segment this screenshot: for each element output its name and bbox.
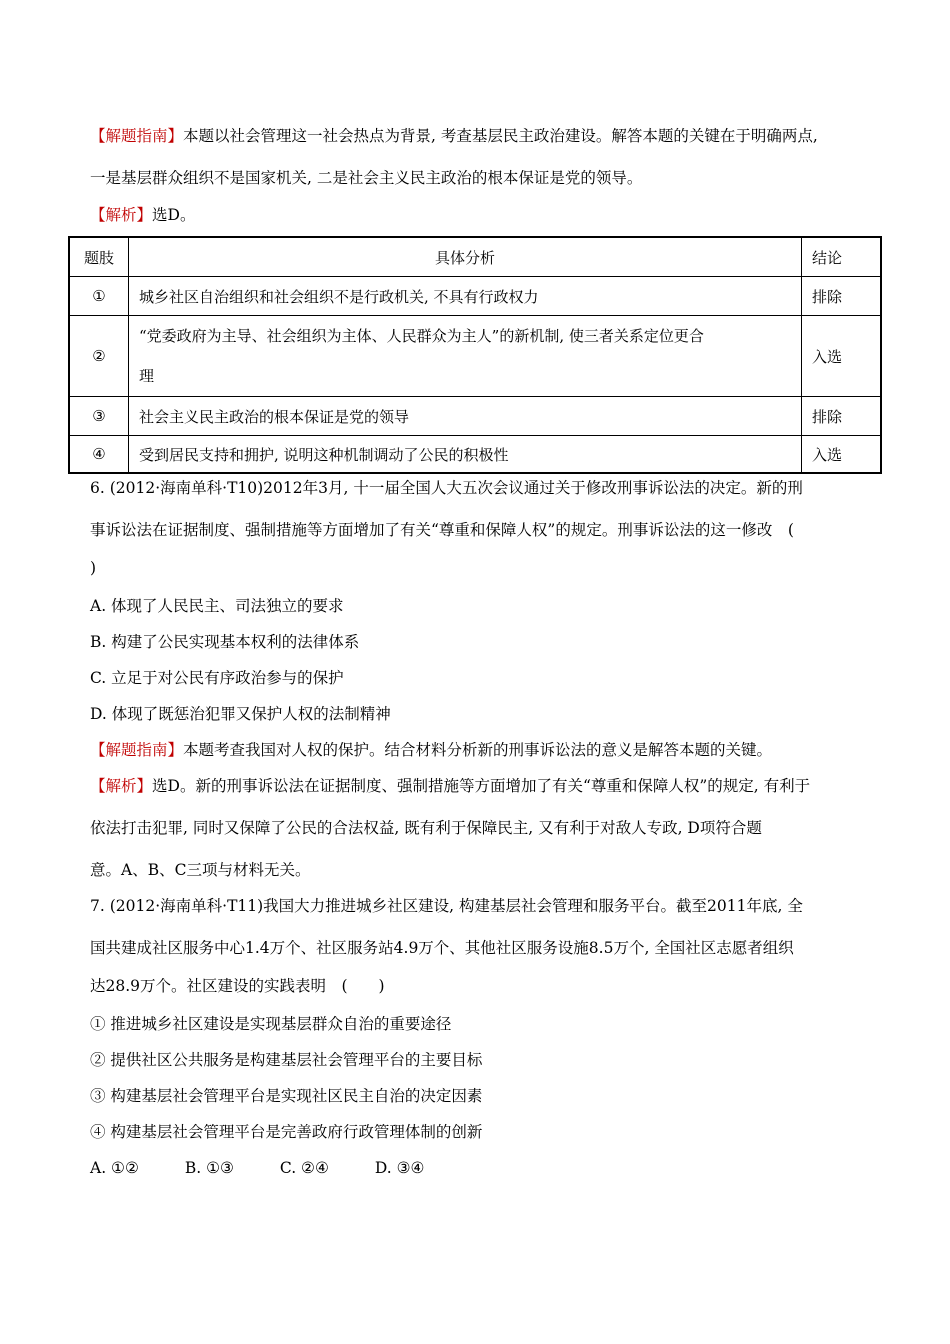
table-cell-num: ④ xyxy=(69,436,129,474)
q7-choice-b: B. ①③ xyxy=(184,1159,234,1177)
table-row xyxy=(69,277,881,316)
q6-analysis-text: 选D。新的刑事诉讼法在证据制度、强制措施等方面增加了有关“尊重和保障人权”的规定, 有利于 xyxy=(152,777,811,795)
q5-analysis-table xyxy=(68,236,882,474)
q6-analysis-line2: 依法打击犯罪, 同时又保障了公民的合法权益, 既有利于保障民主, 又有利于对敌人专政, D项符合题 xyxy=(90,819,762,837)
table-header-cell: 结论 xyxy=(802,237,882,277)
q6-stem-line2: 事诉讼法在证据制度、强制措施等方面增加了有关“尊重和保障人权”的规定。刑事诉讼法的这一修改 ( xyxy=(90,521,794,539)
q6-guide-text: 本题考查我国对人权的保护。结合材料分析新的刑事诉讼法的意义是解答本题的关键。 xyxy=(183,741,773,759)
table-row xyxy=(69,397,881,436)
table-cell-result: 入选 xyxy=(802,436,882,474)
table-cell-num: ② xyxy=(69,316,129,397)
table-row xyxy=(69,436,881,474)
table-cell-result: 排除 xyxy=(802,277,882,316)
q5-analysis-tag: 【解析】 xyxy=(90,206,153,224)
q6-stem-line3: ) xyxy=(90,559,97,577)
table-cell-text: 受到居民支持和拥护, 说明这种机制调动了公民的积极性 xyxy=(129,436,802,474)
q6-stem-line1: 6. (2012·海南单科·T10)2012年3月, 十一届全国人大五次会议通过关于修改刑事诉讼法的决定。新的刑 xyxy=(90,479,803,497)
q6-option-b: B. 构建了公民实现基本权利的法律体系 xyxy=(90,633,360,651)
table-cell-num: ③ xyxy=(69,397,129,436)
table-row xyxy=(69,316,881,397)
table-cell-text: 社会主义民主政治的根本保证是党的领导 xyxy=(129,397,802,436)
q6-analysis-line3: 意。A、B、C三项与材料无关。 xyxy=(90,861,311,879)
q7-choices xyxy=(90,1158,470,1178)
table-cell-text xyxy=(129,316,802,397)
q7-statement-2: ② 提供社区公共服务是构建基层社会管理平台的主要目标 xyxy=(90,1051,483,1069)
table-cell-num: ① xyxy=(69,277,129,316)
q6-option-d: D. 体现了既惩治犯罪又保护人权的法制精神 xyxy=(90,705,391,723)
table-cell-text: 城乡社区自治组织和社会组织不是行政机关, 不具有行政权力 xyxy=(129,277,802,316)
table-header-cell: 具体分析 xyxy=(129,237,802,277)
q5-guide-line1 xyxy=(90,126,818,146)
q6-guide xyxy=(90,740,772,760)
q7-choice-a: A. ①② xyxy=(90,1159,139,1177)
table-cell-result: 排除 xyxy=(802,397,882,436)
q5-guide-line2: 一是基层群众组织不是国家机关, 二是社会主义民主政治的根本保证是党的领导。 xyxy=(90,169,643,187)
q7-statement-1: ① 推进城乡社区建设是实现基层群众自治的重要途径 xyxy=(90,1015,452,1033)
q7-stem-line3: 达28.9万个。社区建设的实践表明 ( ) xyxy=(90,977,385,995)
q7-choice-c: C. ②④ xyxy=(279,1159,329,1177)
table-cell-result: 入选 xyxy=(802,316,882,397)
q6-guide-tag: 【解题指南】 xyxy=(90,741,184,759)
q6-analysis-tag: 【解析】 xyxy=(90,777,153,795)
q5-analysis-text: 选D。 xyxy=(152,206,196,224)
table-header-row xyxy=(69,237,881,277)
q7-stem-line1: 7. (2012·海南单科·T11)我国大力推进城乡社区建设, 构建基层社会管理和服务平台。截至2011年底, 全 xyxy=(90,897,803,915)
q6-option-a: A. 体现了人民民主、司法独立的要求 xyxy=(90,597,344,615)
q7-stem-line2: 国共建成社区服务中心1.4万个、社区服务站4.9万个、其他社区服务设施8.5万个, 全国社区志愿者组织 xyxy=(90,939,794,957)
table-cell-text-line2: 理 xyxy=(139,367,155,385)
table-cell-text-line1: “党委政府为主导、社会组织为主体、人民群众为主人”的新机制, 使三者关系定位更合 xyxy=(139,327,704,345)
q6-analysis-line1 xyxy=(90,776,810,796)
q5-guide-tag: 【解题指南】 xyxy=(90,127,184,145)
q7-statement-3: ③ 构建基层社会管理平台是实现社区民主自治的决定因素 xyxy=(90,1087,483,1105)
q7-statement-4: ④ 构建基层社会管理平台是完善政府行政管理体制的创新 xyxy=(90,1123,483,1141)
q6-option-c: C. 立足于对公民有序政治参与的保护 xyxy=(90,669,344,687)
q7-choice-d: D. ③④ xyxy=(374,1159,425,1177)
q5-analysis xyxy=(90,205,195,225)
table-header-cell: 题肢 xyxy=(69,237,129,277)
q5-guide-text: 本题以社会管理这一社会热点为背景, 考查基层民主政治建设。解答本题的关键在于明确两点, xyxy=(183,127,818,145)
